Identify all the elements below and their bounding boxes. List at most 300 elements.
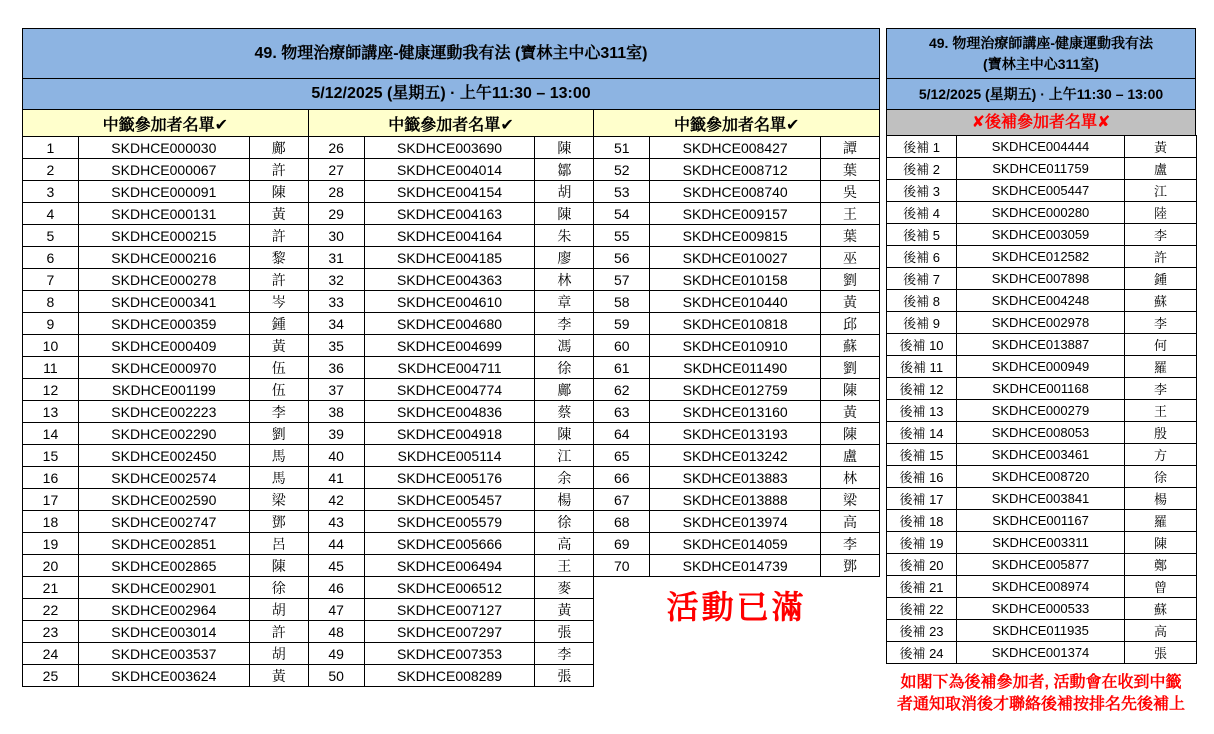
table-row [308,643,594,665]
surname-cell: 江 [535,445,594,467]
row-number-cell: 22 [23,599,79,621]
table-row [308,137,594,159]
surname-cell: 蔡 [535,401,594,423]
surname-cell: 黃 [1125,136,1197,158]
surname-cell: 廖 [535,247,594,269]
code-cell: SKDHCE003690 [364,137,535,159]
code-cell: SKDHCE002747 [78,511,249,533]
table-row [23,203,309,225]
code-cell: SKDHCE013193 [650,423,821,445]
surname-cell: 許 [249,269,308,291]
surname-cell: 張 [535,621,594,643]
table-row [23,269,309,291]
waitlist-rank-cell: 後補 23 [887,620,957,642]
code-cell: SKDHCE005114 [364,445,535,467]
waitlist-note-line1: 如閣下為後補參加者, 活動會在收到中籤 [900,674,1182,691]
code-cell: SKDHCE000279 [957,400,1125,422]
table-row [887,400,1197,422]
code-cell: SKDHCE008427 [650,137,821,159]
row-number-cell: 67 [594,489,650,511]
table-row [594,379,880,401]
surname-cell: 梁 [249,489,308,511]
surname-cell: 殷 [1125,422,1197,444]
table-row [594,511,880,533]
row-number-cell: 10 [23,335,79,357]
row-number-cell: 9 [23,313,79,335]
table-row [308,313,594,335]
table-row [308,159,594,181]
surname-cell: 李 [1125,378,1197,400]
row-number-cell: 14 [23,423,79,445]
surname-cell: 徐 [535,357,594,379]
code-cell: SKDHCE004014 [364,159,535,181]
winners-header [594,110,880,137]
table-row [887,488,1197,510]
table-row [23,291,309,313]
code-cell: SKDHCE003841 [957,488,1125,510]
code-cell: SKDHCE002574 [78,467,249,489]
code-cell: SKDHCE012582 [957,246,1125,268]
table-row [594,159,880,181]
table-row [887,290,1197,312]
code-cell: SKDHCE007353 [364,643,535,665]
winners-header-label: 中籤參加者名單 [388,116,501,134]
surname-cell: 黃 [249,203,308,225]
table-row [308,203,594,225]
row-number-cell: 31 [308,247,364,269]
surname-cell: 陳 [535,203,594,225]
surname-cell: 馬 [249,467,308,489]
code-cell: SKDHCE008720 [957,466,1125,488]
winners-header-label: 中籤參加者名單 [673,116,786,134]
code-cell: SKDHCE003311 [957,532,1125,554]
code-cell: SKDHCE002865 [78,555,249,577]
row-number-cell: 52 [594,159,650,181]
row-number-cell: 62 [594,379,650,401]
waitlist-note-line2: 者通知取消後才聯絡後補按排名先後補上 [896,696,1185,714]
table-row [308,181,594,203]
code-cell: SKDHCE004699 [364,335,535,357]
table-row [887,620,1197,642]
surname-cell: 伍 [249,379,308,401]
event-title: 49. 物理治療師講座-健康運動我有法 (寶林主中心311室) [22,28,880,79]
row-number-cell: 28 [308,181,364,203]
code-cell: SKDHCE013888 [650,489,821,511]
table-row [23,533,309,555]
table-row [23,379,309,401]
code-cell: SKDHCE002978 [957,312,1125,334]
table-row [887,554,1197,576]
surname-cell: 許 [1125,246,1197,268]
table-header-row [308,110,594,137]
surname-cell: 黃 [249,665,308,687]
code-cell: SKDHCE000280 [957,202,1125,224]
row-number-cell: 35 [308,335,364,357]
table-row [594,203,880,225]
table-row [23,621,309,643]
table-row [887,202,1197,224]
event-title-line2: (寶林主中心311室) [983,55,1099,72]
winners-panel [22,28,880,687]
code-cell: SKDHCE003537 [78,643,249,665]
code-cell: SKDHCE000278 [78,269,249,291]
table-row [23,665,309,687]
table-row [594,225,880,247]
check-icon: ✔ [500,116,514,134]
table-row [594,137,880,159]
code-cell: SKDHCE008712 [650,159,821,181]
table-row [23,401,309,423]
code-cell: SKDHCE000067 [78,159,249,181]
surname-cell: 岑 [249,291,308,313]
table-header-row [594,110,880,137]
table-row [308,401,594,423]
waitlist-rank-cell: 後補 21 [887,576,957,598]
row-number-cell: 3 [23,181,79,203]
code-cell: SKDHCE006512 [364,577,535,599]
surname-cell: 黃 [821,291,880,313]
table-row [308,291,594,313]
table-row [23,159,309,181]
code-cell: SKDHCE005176 [364,467,535,489]
surname-cell: 林 [821,467,880,489]
surname-cell: 余 [535,467,594,489]
row-number-cell: 29 [308,203,364,225]
row-number-cell: 44 [308,533,364,555]
surname-cell: 鄭 [1125,554,1197,576]
row-number-cell: 4 [23,203,79,225]
surname-cell: 呂 [249,533,308,555]
table-row [308,599,594,621]
surname-cell: 黃 [535,599,594,621]
table-row [887,378,1197,400]
row-number-cell: 21 [23,577,79,599]
code-cell: SKDHCE001167 [957,510,1125,532]
activity-full-notice: 活動已滿 [666,589,807,625]
table-row [594,313,880,335]
surname-cell: 劉 [249,423,308,445]
table-row [887,510,1197,532]
row-number-cell: 36 [308,357,364,379]
table-row [594,489,880,511]
table-row [887,268,1197,290]
table-row [594,533,880,555]
table-row [308,445,594,467]
surname-cell: 李 [535,643,594,665]
x-mark-icon: ✘ [1097,114,1111,131]
waitlist-rank-cell: 後補 18 [887,510,957,532]
row-number-cell: 66 [594,467,650,489]
code-cell: SKDHCE008289 [364,665,535,687]
row-number-cell: 15 [23,445,79,467]
code-cell: SKDHCE008053 [957,422,1125,444]
table-row [594,401,880,423]
row-number-cell: 26 [308,137,364,159]
surname-cell: 胡 [249,599,308,621]
code-cell: SKDHCE008974 [957,576,1125,598]
row-number-cell: 38 [308,401,364,423]
row-number-cell: 64 [594,423,650,445]
row-number-cell: 46 [308,577,364,599]
table-row [594,291,880,313]
waitlist-rank-cell: 後補 19 [887,532,957,554]
table-row [887,532,1197,554]
code-cell: SKDHCE009815 [650,225,821,247]
table-row [594,555,880,577]
winners-group-1 [22,109,309,687]
row-number-cell: 34 [308,313,364,335]
table-row [23,181,309,203]
event-title-line1: 49. 物理治療師講座-健康運動我有法 [928,34,1153,51]
surname-cell: 林 [535,269,594,291]
code-cell: SKDHCE000359 [78,313,249,335]
row-number-cell: 13 [23,401,79,423]
surname-cell: 巫 [821,247,880,269]
table-row [594,423,880,445]
table-row [308,577,594,599]
surname-cell: 鄧 [249,511,308,533]
table-row [887,334,1197,356]
code-cell: SKDHCE004164 [364,225,535,247]
surname-cell: 王 [535,555,594,577]
waitlist-note [886,672,1196,717]
code-cell: SKDHCE000341 [78,291,249,313]
surname-cell: 蘇 [1125,598,1197,620]
row-number-cell: 12 [23,379,79,401]
code-cell: SKDHCE002964 [78,599,249,621]
table-row [23,555,309,577]
surname-cell: 王 [1125,400,1197,422]
surname-cell: 張 [535,665,594,687]
row-number-cell: 41 [308,467,364,489]
table-row [23,313,309,335]
row-number-cell: 2 [23,159,79,181]
waitlist-rank-cell: 後補 13 [887,400,957,422]
code-cell: SKDHCE003014 [78,621,249,643]
code-cell: SKDHCE013974 [650,511,821,533]
table-row [308,423,594,445]
code-cell: SKDHCE001168 [957,378,1125,400]
code-cell: SKDHCE005666 [364,533,535,555]
code-cell: SKDHCE004185 [364,247,535,269]
table-row [594,357,880,379]
row-number-cell: 33 [308,291,364,313]
code-cell: SKDHCE004918 [364,423,535,445]
row-number-cell: 69 [594,533,650,555]
waitlist-rank-cell: 後補 16 [887,466,957,488]
surname-cell: 劉 [821,357,880,379]
code-cell: SKDHCE014059 [650,533,821,555]
row-number-cell: 56 [594,247,650,269]
table-row [308,225,594,247]
code-cell: SKDHCE000409 [78,335,249,357]
table-header-row [23,110,309,137]
waitlist-rank-cell: 後補 2 [887,158,957,180]
code-cell: SKDHCE005877 [957,554,1125,576]
table-row [23,357,309,379]
table-row [887,444,1197,466]
surname-cell: 徐 [249,577,308,599]
row-number-cell: 6 [23,247,79,269]
surname-cell: 馮 [535,335,594,357]
table-row [23,247,309,269]
code-cell: SKDHCE000970 [78,357,249,379]
event-datetime: 5/12/2025 (星期五) · 上午11:30 – 13:00 [22,78,880,110]
code-cell: SKDHCE005457 [364,489,535,511]
surname-cell: 徐 [535,511,594,533]
surname-cell: 朱 [535,225,594,247]
waitlist-table [886,135,1197,664]
row-number-cell: 51 [594,137,650,159]
surname-cell: 麥 [535,577,594,599]
winners-table-group-1 [22,109,309,687]
code-cell: SKDHCE002851 [78,533,249,555]
table-row [308,269,594,291]
surname-cell: 高 [1125,620,1197,642]
code-cell: SKDHCE013883 [650,467,821,489]
surname-cell: 黃 [249,335,308,357]
row-number-cell: 48 [308,621,364,643]
row-number-cell: 59 [594,313,650,335]
code-cell: SKDHCE005579 [364,511,535,533]
winners-group-3 [593,109,880,628]
surname-cell: 方 [1125,444,1197,466]
table-row [308,467,594,489]
code-cell: SKDHCE011490 [650,357,821,379]
surname-cell: 葉 [821,159,880,181]
x-mark-icon: ✘ [971,114,985,131]
code-cell: SKDHCE000533 [957,598,1125,620]
surname-cell: 鄺 [535,379,594,401]
winners-columns [22,109,880,687]
surname-cell: 吳 [821,181,880,203]
row-number-cell: 65 [594,445,650,467]
waitlist-rank-cell: 後補 3 [887,180,957,202]
event-title-waitlist [886,28,1196,79]
code-cell: SKDHCE000216 [78,247,249,269]
code-cell: SKDHCE004836 [364,401,535,423]
table-row [23,467,309,489]
row-number-cell: 1 [23,137,79,159]
surname-cell: 胡 [249,643,308,665]
table-row [23,511,309,533]
row-number-cell: 39 [308,423,364,445]
table-row [594,467,880,489]
surname-cell: 高 [821,511,880,533]
table-row [887,312,1197,334]
code-cell: SKDHCE002901 [78,577,249,599]
row-number-cell: 23 [23,621,79,643]
surname-cell: 陳 [249,555,308,577]
table-row [308,533,594,555]
table-row [594,269,880,291]
winners-table-group-3 [593,109,880,577]
code-cell: SKDHCE000091 [78,181,249,203]
table-row [887,180,1197,202]
surname-cell: 鄒 [535,159,594,181]
code-cell: SKDHCE010440 [650,291,821,313]
waitlist-rank-cell: 後補 9 [887,312,957,334]
table-row [308,555,594,577]
row-number-cell: 60 [594,335,650,357]
code-cell: SKDHCE002450 [78,445,249,467]
waitlist-rank-cell: 後補 4 [887,202,957,224]
waitlist-rank-cell: 後補 8 [887,290,957,312]
code-cell: SKDHCE010158 [650,269,821,291]
surname-cell: 許 [249,225,308,247]
code-cell: SKDHCE013160 [650,401,821,423]
table-row [887,466,1197,488]
surname-cell: 楊 [535,489,594,511]
surname-cell: 伍 [249,357,308,379]
row-number-cell: 49 [308,643,364,665]
surname-cell: 章 [535,291,594,313]
code-cell: SKDHCE004154 [364,181,535,203]
waitlist-rank-cell: 後補 1 [887,136,957,158]
code-cell: SKDHCE007297 [364,621,535,643]
code-cell: SKDHCE002223 [78,401,249,423]
code-cell: SKDHCE010910 [650,335,821,357]
winners-header [23,110,309,137]
row-number-cell: 11 [23,357,79,379]
table-row [887,136,1197,158]
surname-cell: 黃 [821,401,880,423]
surname-cell: 胡 [535,181,594,203]
row-number-cell: 16 [23,467,79,489]
surname-cell: 張 [1125,642,1197,664]
code-cell: SKDHCE000131 [78,203,249,225]
row-number-cell: 7 [23,269,79,291]
table-row [887,576,1197,598]
table-row [887,224,1197,246]
table-row [308,357,594,379]
code-cell: SKDHCE003624 [78,665,249,687]
waitlist-rank-cell: 後補 17 [887,488,957,510]
surname-cell: 李 [1125,224,1197,246]
code-cell: SKDHCE005447 [957,180,1125,202]
code-cell: SKDHCE013242 [650,445,821,467]
row-number-cell: 37 [308,379,364,401]
table-row [308,335,594,357]
surname-cell: 劉 [821,269,880,291]
row-number-cell: 68 [594,511,650,533]
code-cell: SKDHCE004680 [364,313,535,335]
code-cell: SKDHCE011935 [957,620,1125,642]
row-number-cell: 61 [594,357,650,379]
table-row [308,511,594,533]
row-number-cell: 20 [23,555,79,577]
surname-cell: 羅 [1125,356,1197,378]
surname-cell: 葉 [821,225,880,247]
surname-cell: 李 [821,533,880,555]
surname-cell: 鍾 [249,313,308,335]
code-cell: SKDHCE001374 [957,642,1125,664]
row-number-cell: 55 [594,225,650,247]
row-number-cell: 30 [308,225,364,247]
code-cell: SKDHCE004774 [364,379,535,401]
table-row [594,247,880,269]
surname-cell: 江 [1125,180,1197,202]
winners-table-group-2 [308,109,595,687]
surname-cell: 陳 [249,181,308,203]
code-cell: SKDHCE004711 [364,357,535,379]
surname-cell: 邱 [821,313,880,335]
code-cell: SKDHCE000215 [78,225,249,247]
code-cell: SKDHCE012759 [650,379,821,401]
table-row [23,643,309,665]
surname-cell: 曾 [1125,576,1197,598]
code-cell: SKDHCE013887 [957,334,1125,356]
